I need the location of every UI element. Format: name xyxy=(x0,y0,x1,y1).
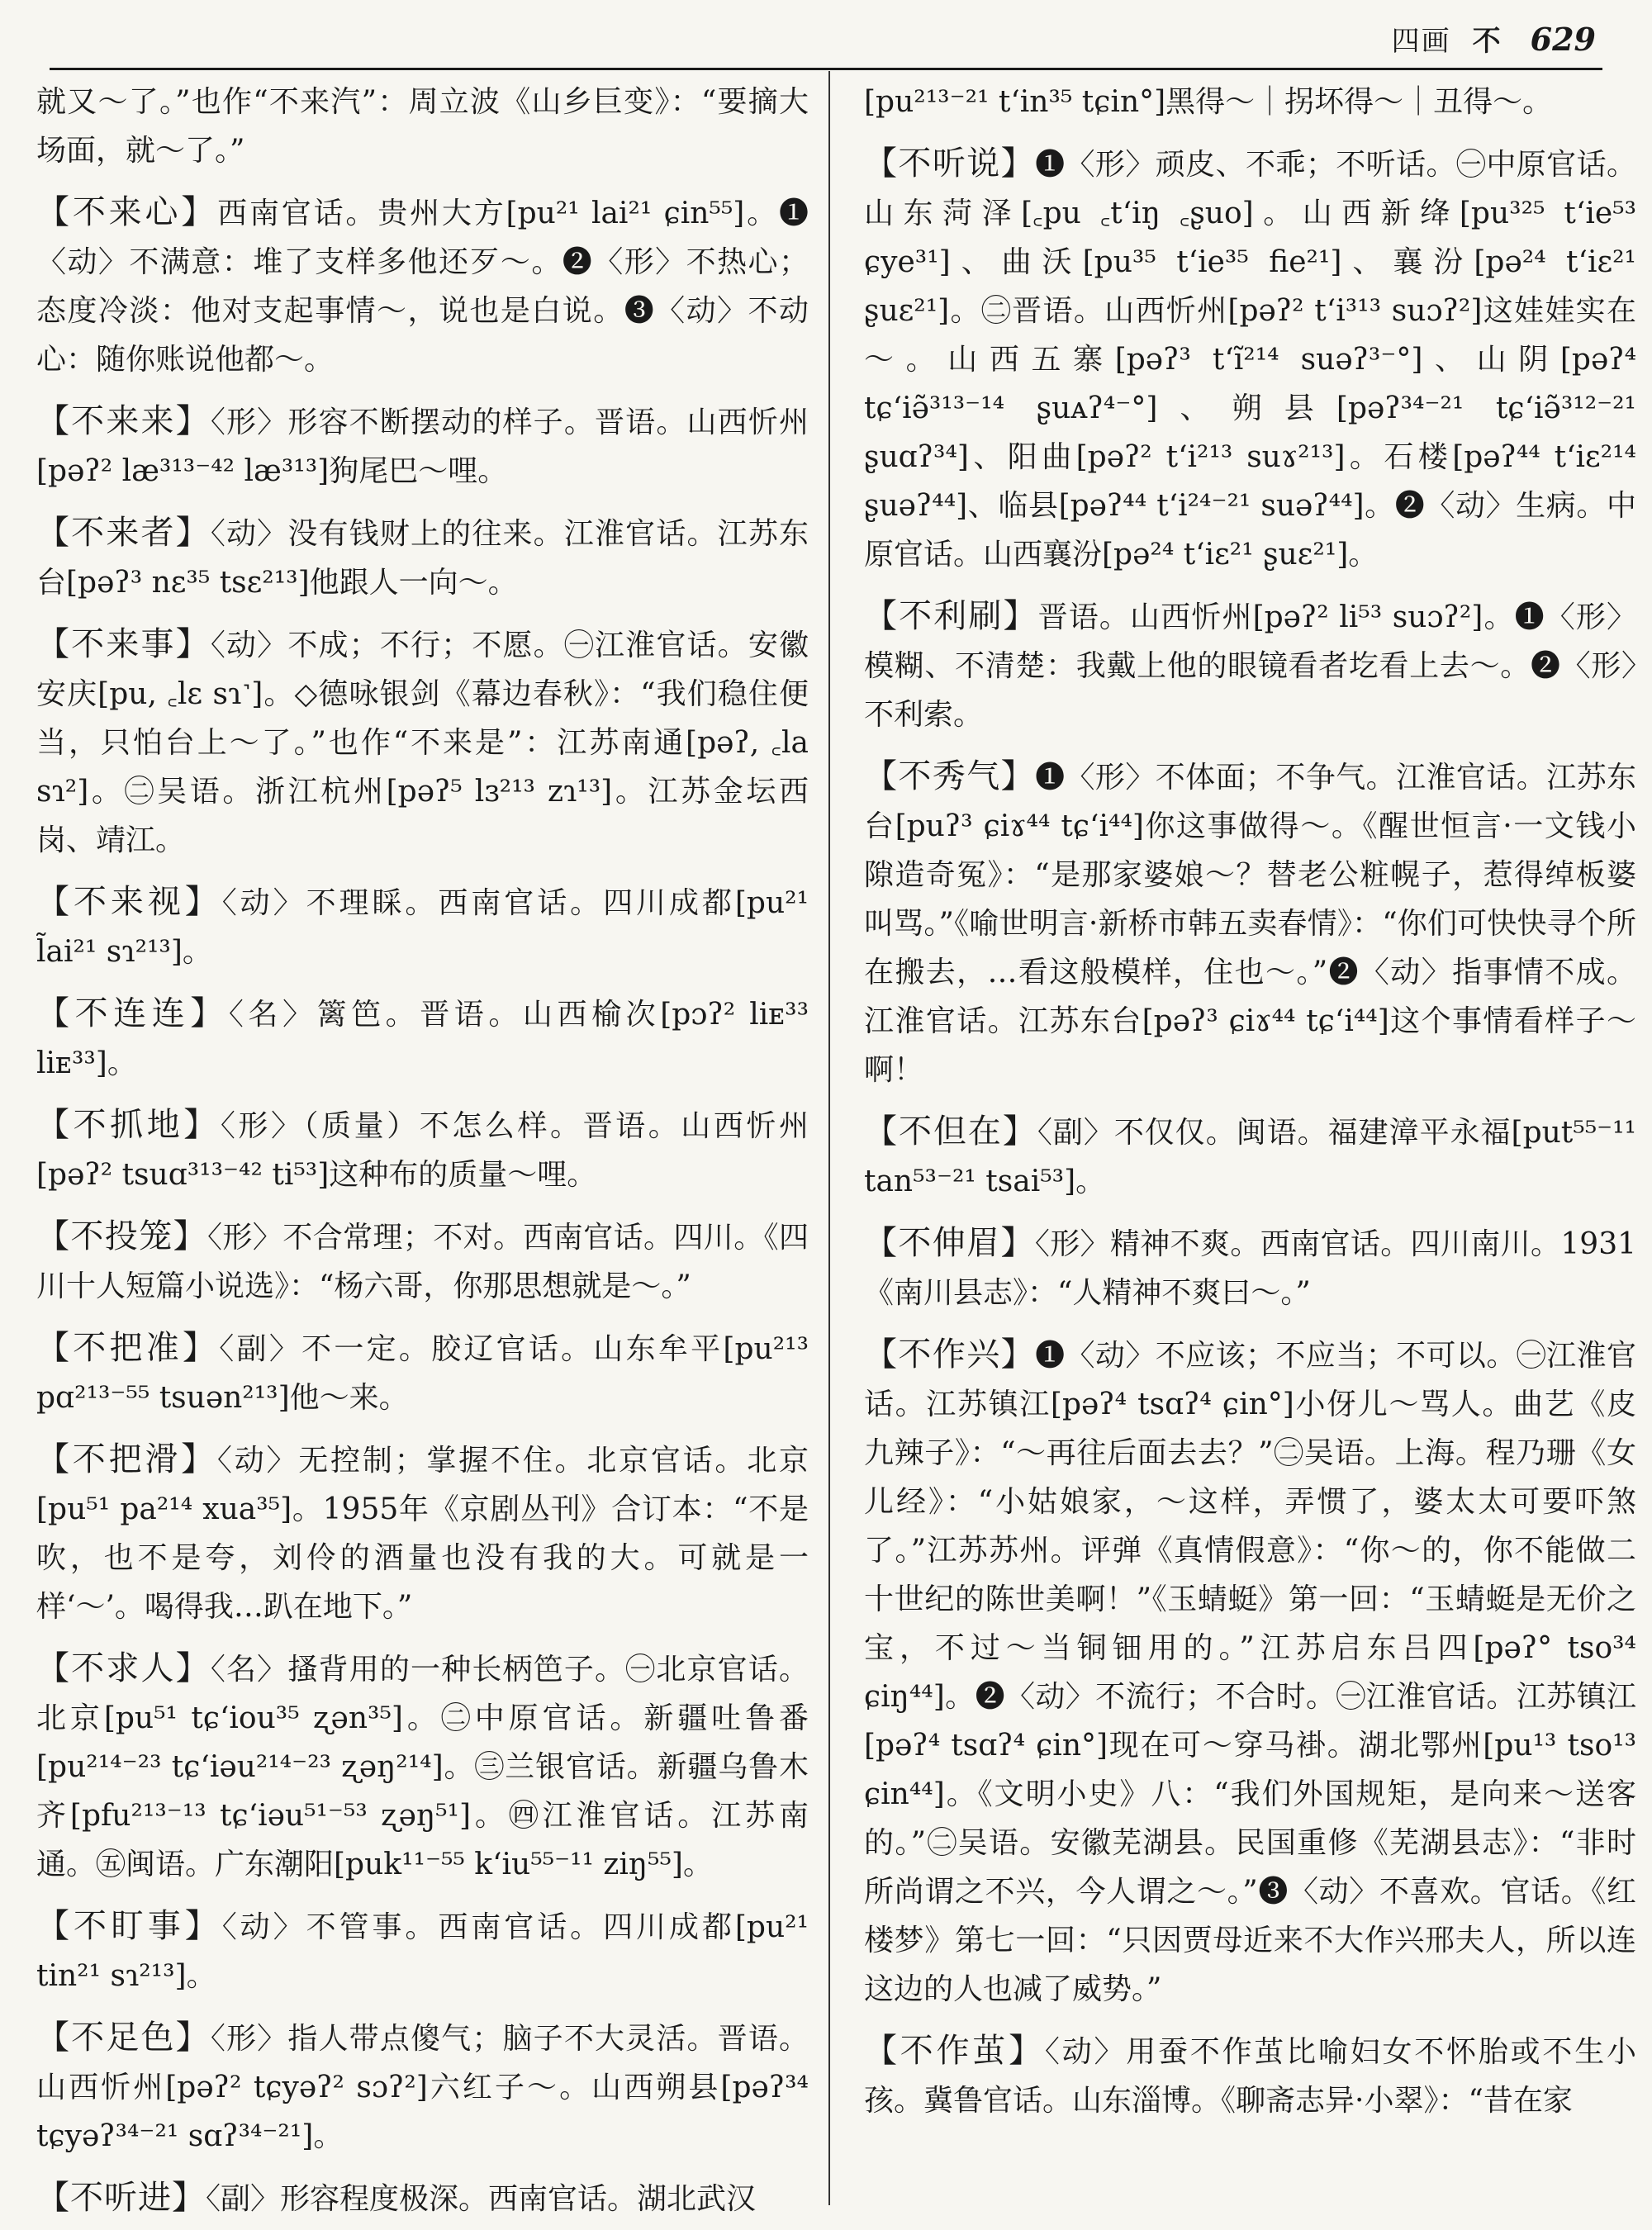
header-character: 不 xyxy=(1472,25,1501,58)
entry-headword: 【不来心】 xyxy=(36,193,218,231)
entry-headword: 【不抓地】 xyxy=(36,1106,221,1144)
dictionary-entry xyxy=(864,2027,1636,2125)
dictionary-entry xyxy=(36,78,809,175)
entry-text: 〈形〉指人带点傻气；脑子不大灵活。晋语。山西忻州[pəʔ² tɕyəʔ² sɔʔ²]六红子～。山西朔县[pəʔ³⁴ tɕyəʔ³⁴⁻²¹ sɑʔ³⁴⁻²¹]。 xyxy=(36,2022,809,2153)
dictionary-entry xyxy=(36,1212,809,1311)
dictionary-entry xyxy=(864,140,1636,579)
right-column xyxy=(864,78,1636,2213)
entry-text: 〈副〉不一定。胶辽官话。山东牟平[pu²¹³ pɑ²¹³⁻⁵⁵ tsuən²¹³]他～来。 xyxy=(36,1332,809,1415)
dictionary-entry xyxy=(36,2174,809,2213)
entry-text: 〈形〉形容不断摆动的样子。晋语。山西忻州[pəʔ² læ³¹³⁻⁴² læ³¹³]狗尾巴～哩。 xyxy=(36,406,809,488)
entry-headword: 【不但在】 xyxy=(864,1113,1037,1151)
entry-headword: 【不利刷】 xyxy=(864,597,1038,635)
entry-text: ❶〈形〉顽皮、不乖；不听话。㊀中原官话。山东菏泽[꜀pu ꜀tʻiŋ ꜀ʂuo]。山西新绛[pu³²⁵ tʻie⁵³ ɕye³¹]、曲沃[pu³⁵ tʻie³⁵ fie²¹]、襄汾[pə²⁴ tʻiɛ²¹ ʂuɛ²¹]。㊁晋语。山西忻州[pəʔ² tʻi³¹³ suɔʔ²]这娃娃实在～。山西五寨[pəʔ³ tʻĩ²¹⁴ suəʔ³⁻°]、山阴[pəʔ⁴ tɕʻiə̃³¹³⁻¹⁴ ʂuᴀʔ⁴⁻°]、朔县[pəʔ³⁴⁻²¹ tɕʻiə̃³¹²⁻²¹ ʂuɑʔ³⁴]、阳曲[pəʔ² tʻi²¹³ suɤ²¹³]。石楼[pəʔ⁴⁴ tʻiɛ²¹⁴ ʂuəʔ⁴⁴]、临县[pəʔ⁴⁴ tʻi²⁴⁻²¹ suəʔ⁴⁴]。❷〈动〉生病。中原官话。山西襄汾[pə²⁴ tʻiɛ²¹ ʂuɛ²¹]。 xyxy=(864,148,1636,572)
dictionary-entry xyxy=(864,1219,1636,1317)
dictionary-entry xyxy=(864,592,1636,739)
dictionary-entry xyxy=(864,752,1636,1094)
entry-text: ❶〈动〉不应该；不应当；不可以。㊀江淮官话。江苏镇江[pəʔ⁴ tsɑʔ⁴ ɕin°]小伢儿～骂人。曲艺《皮九辣子》：“～再往后面去去？”㊁吴语。上海。程乃珊《女儿经》：“小姑娘家，～这样，弄惯了，婆太太可要吓煞了。”江苏苏州。评弹《真情假意》：“你～的，你不能做二十世纪的陈世美啊！”《玉蜻蜓》第一回：“玉蜻蜓是无价之宝，不过～当铜钿用的。”江苏启东吕四[pəʔ° tso³⁴ ɕiŋ⁴⁴]。❷〈动〉不流行；不合时。㊀江淮官话。江苏镇江[pəʔ⁴ tsɑʔ⁴ ɕin°]现在可～穿马褂。湖北鄂州[pu¹³ tso¹³ ɕin⁴⁴]。《文明小史》八：“我们外国规矩，是向来～送客的。”㊁吴语。安徽芜湖县。民国重修《芜湖县志》：“非时所尚谓之不兴，今人谓之～。”❸〈动〉不喜欢。官话。《红楼梦》第七一回：“只因贾母近来不大作兴邢夫人，所以连这边的人也减了威势。” xyxy=(864,1339,1636,2006)
dictionary-entry xyxy=(864,78,1636,126)
column-divider xyxy=(828,71,830,2205)
entry-headword: 【不盯事】 xyxy=(36,1907,222,1945)
page-header xyxy=(1392,18,1596,64)
dictionary-entry xyxy=(36,1902,809,2000)
entry-headword: 【不投笼】 xyxy=(36,1217,207,1255)
entry-headword: 【不伸眉】 xyxy=(864,1224,1035,1262)
entry-text: 晋语。山西忻州[pəʔ² li⁵³ suɔʔ²]。❶〈形〉模糊、不清楚：我戴上他的眼镜看者圪看上去～。❷〈形〉不利索。 xyxy=(864,600,1636,732)
entry-headword: 【不把准】 xyxy=(36,1329,220,1367)
entry-text: 〈副〉形容程度极深。西南官话。湖北武汉 xyxy=(206,2182,757,2213)
entry-text: 〈动〉无控制；掌握不住。北京官话。北京[pu⁵¹ pa²¹⁴ xua³⁵]。1955年《京剧丛刊》合订本：“不是吹，也不是夸，刘伶的酒量也没有我的大。可就是一样‘～’。喝得我…趴在地下。” xyxy=(36,1444,809,1624)
dictionary-entry xyxy=(36,1324,809,1422)
dictionary-entry xyxy=(864,1331,1636,2014)
entry-headword: 【不来视】 xyxy=(36,883,222,921)
entry-text: 〈动〉没有钱财上的往来。江淮官话。江苏东台[pəʔ³ nɛ³⁵ tsɛ²¹³]他跟人一向～。 xyxy=(36,517,809,600)
entry-headword: 【不秀气】 xyxy=(864,757,1036,795)
entry-text: 〈名〉篱笆。晋语。山西榆次[pɔʔ² liᴇ³³ liᴇ³³]。 xyxy=(36,998,809,1080)
entry-headword: 【不来事】 xyxy=(36,625,211,663)
header-section: 四画 xyxy=(1391,25,1451,58)
entry-text: 〈形〉不合常理；不对。西南官话。四川。《四川十人短篇小说选》：“杨六哥，你那思想就是～。” xyxy=(36,1221,809,1303)
entry-text: [pu²¹³⁻²¹ tʻin³⁵ tɕin°]黑得～｜拐坏得～｜丑得～。 xyxy=(864,85,1553,119)
entry-headword: 【不求人】 xyxy=(36,1649,211,1687)
entry-text: ❶〈形〉不体面；不争气。江淮官话。江苏东台[puʔ³ ɕiɤ⁴⁴ tɕʻi⁴⁴]你这事做得～。《醒世恒言·一文钱小隙造奇冤》：“是那家婆娘～？替老公粧幌子，惹得绰板婆叫骂。”《喻世明言·新桥市韩五卖春情》：“你们可快快寻个所在搬去，…看这般模样，住也～。”❷〈动〉指事情不成。江淮官话。江苏东台[pəʔ³ ɕiɤ⁴⁴ tɕʻi⁴⁴]这个事情看样子～啊！ xyxy=(864,761,1636,1087)
entry-text: 〈形〉精神不爽。西南官话。四川南川。1931《南川县志》：“人精神不爽曰～。” xyxy=(864,1227,1636,1310)
entry-text: 〈动〉不管事。西南官话。四川成都[pu²¹ tin²¹ sɿ²¹³]。 xyxy=(36,1910,809,1993)
dictionary-entry xyxy=(36,1644,809,1889)
entry-text: 〈动〉不理睬。西南官话。四川成都[pu²¹ l̃ai²¹ sɿ²¹³]。 xyxy=(36,886,809,969)
entry-headword: 【不作茧】 xyxy=(864,2032,1045,2070)
header-rule xyxy=(50,68,1602,70)
dictionary-entry xyxy=(36,509,809,607)
entry-headword: 【不连连】 xyxy=(36,994,229,1032)
entry-headword: 【不来来】 xyxy=(36,402,211,440)
dictionary-entry xyxy=(36,878,809,976)
entry-text: 就又～了。”也作“不来汽”：周立波《山乡巨变》：“要摘大场面，就～了。” xyxy=(36,85,809,168)
dictionary-entry xyxy=(36,620,809,865)
dictionary-entry xyxy=(36,188,809,384)
entry-headword: 【不作兴】 xyxy=(864,1336,1036,1374)
entry-text: 〈动〉用蚕不作茧比喻妇女不怀胎或不生小孩。冀鲁官话。山东淄博。《聊斋志异·小翠》：“昔在家 xyxy=(864,2035,1636,2118)
dictionary-entry xyxy=(36,397,809,496)
entry-headword: 【不听说】 xyxy=(864,145,1036,183)
entry-text: 〈形〉（质量）不怎么样。晋语。山西忻州[pəʔ² tsuɑ³¹³⁻⁴² ti⁵³]这种布的质量～哩。 xyxy=(36,1109,809,1192)
entry-text: 西南官话。贵州大方[pu²¹ lai²¹ ɕin⁵⁵]。❶〈动〉不满意：堆了支样多他还歹～。❷〈形〉不热心；态度冷淡：他对支起事情～，说也是白说。❸〈动〉不动心：随你账说他都～。 xyxy=(36,197,809,377)
left-column xyxy=(36,78,809,2213)
dictionary-entry xyxy=(36,2014,809,2161)
dictionary-entry xyxy=(36,1101,809,1199)
dictionary-entry xyxy=(864,1108,1636,1206)
entry-text: 〈名〉搔背用的一种长柄笆子。㊀北京官话。北京[pu⁵¹ tɕʻiou³⁵ ʐən³⁵]。㊁中原官话。新疆吐鲁番[pu²¹⁴⁻²³ tɕʻiəu²¹⁴⁻²³ ʐəŋ²¹⁴]。㊂兰银官话。新疆乌鲁木齐[pfu²¹³⁻¹³ tɕʻiəu⁵¹⁻⁵³ ʐəŋ⁵¹]。㊃江淮官话。江苏南通。㊄闽语。广东潮阳[puk¹¹⁻⁵⁵ kʻiu⁵⁵⁻¹¹ ziŋ⁵⁵]。 xyxy=(36,1653,809,1881)
page-number: 629 xyxy=(1530,21,1596,58)
entry-headword: 【不足色】 xyxy=(36,2019,211,2057)
entry-text: 〈动〉不成；不行；不愿。㊀江淮官话。安徽安庆[pu, ꜀lɛ sɿ˺]。◇德咏银剑《幕边春秋》：“我们稳住便当，只怕台上～了。”也作“不来是”：江苏南通[pəʔ, ꜀la sɿ²]。㊁吴语。浙江杭州[pəʔ⁵ lɜ²¹³ zɿ¹³]。江苏金坛西岗、靖江。 xyxy=(36,629,809,857)
dictionary-entry xyxy=(36,1435,809,1631)
entry-text: 〈副〉不仅仅。闽语。福建漳平永福[put⁵⁵⁻¹¹ tan⁵³⁻²¹ tsai⁵³]。 xyxy=(864,1116,1636,1198)
entry-headword: 【不来者】 xyxy=(36,514,211,552)
entry-headword: 【不听进】 xyxy=(36,2179,206,2213)
dictionary-entry xyxy=(36,989,809,1088)
entry-headword: 【不把滑】 xyxy=(36,1440,217,1478)
